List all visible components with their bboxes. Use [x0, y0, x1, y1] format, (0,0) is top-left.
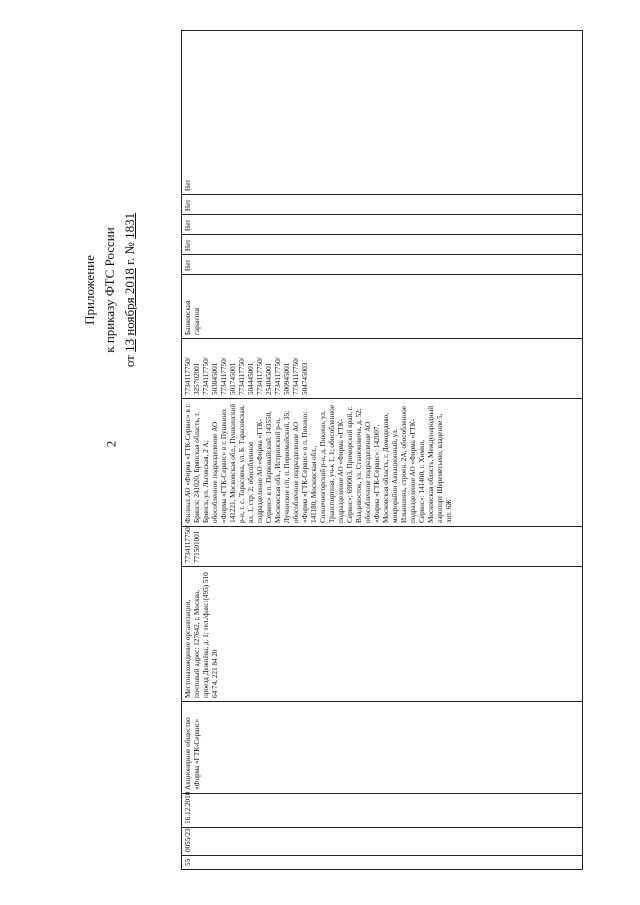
col-13-value: Нет [182, 195, 583, 215]
header-line-2: к приказу ФТС России [102, 227, 117, 353]
organization-address: Местонахождение организации, почтовый адрес: 127642, г. Москва, проезд Дежнёва, д. 1; тел./факс:(495) 510 64 74, 221 84 20 [182, 567, 583, 702]
inclusion-date: 16.12.2010 [182, 794, 583, 828]
register-table-wrapper [181, 30, 583, 870]
page-number: 2 [103, 440, 119, 448]
table-row [182, 31, 583, 870]
header-line-3 [120, 190, 140, 390]
branch-codes: 7734117750/ 325702001 7734117750/ 503845001 7734117750/ 501745001 7734117750/ 504445001 7734117750/ 254045001 7734117750/ 500945001 7734117750/ 504745003 [182, 339, 583, 399]
header-order-number: 1831 [122, 212, 137, 239]
organization-name: Акционерное общество «Фирма «ГТК-Сервис» [182, 702, 583, 794]
header-no-label: № [122, 242, 137, 255]
branches-list: Филиал АО «Фирма «ГТК-Сервис» в г. Брянск: 241020, Брянская область, г. Брянск, ул. Льговская, 2 А; обособленное подразделение АО «Фирма «ГТК-Сервис» в г. Пушкино: 141221, Московская обл., Пушкинский р-н, г. с. Тарасовка, ул. Б. Тарасовская, вл. 1, стр. 2; обособленное подразделение АО «Фирма «ГТК-Сервис» в п. Первомайский: 143550, Московская обл., Истринский р-н, Лучинское с/п, п. Первомайский, 35; обособленное подразделение АО «Фирма «ГТК-Сервис» в п. Пикино: 141180, Московская обл., Солнечногорский р-н, д. Пикино, ул. Транспортная, уч-к 1, 1; обособленное подразделение АО «Фирма «ГТК-Сервис»; 690003, Приморский край, г. Владивосток, ул. Станюковича, д. 52; обособленное подразделение АО «Фирма «ГТК-Сервис»: 142007, Московская область, г. Домодедово, микрорайон Авиационный, ул. Ильюшина, строен. 2А; обособленное подразделение АО «Фирма «ГТК-Сервис»: 141400, г. Химки, Московская область, Международный аэропорт Шереметьево, владение 5, лит. 6Ж [182, 399, 583, 527]
col-10-value: Нет [182, 255, 583, 275]
col-14-value: Нет [182, 31, 583, 195]
header-day: 13 [122, 338, 137, 352]
header-month-year: ноября 2018 [122, 268, 137, 336]
inn-kpp: 7734117750/ 771501001 [182, 527, 583, 567]
guarantee-type: Банковская гарантия [182, 275, 583, 339]
col-11-value: Нет [182, 235, 583, 255]
col-12-value: Нет [182, 215, 583, 235]
register-table [181, 30, 583, 870]
header-g: г. [122, 257, 137, 265]
header-date-prefix: от [122, 355, 137, 368]
header-line-1: Приложение [82, 255, 97, 325]
row-number: 55 [182, 856, 583, 870]
registry-number: 0055/23 [182, 828, 583, 856]
